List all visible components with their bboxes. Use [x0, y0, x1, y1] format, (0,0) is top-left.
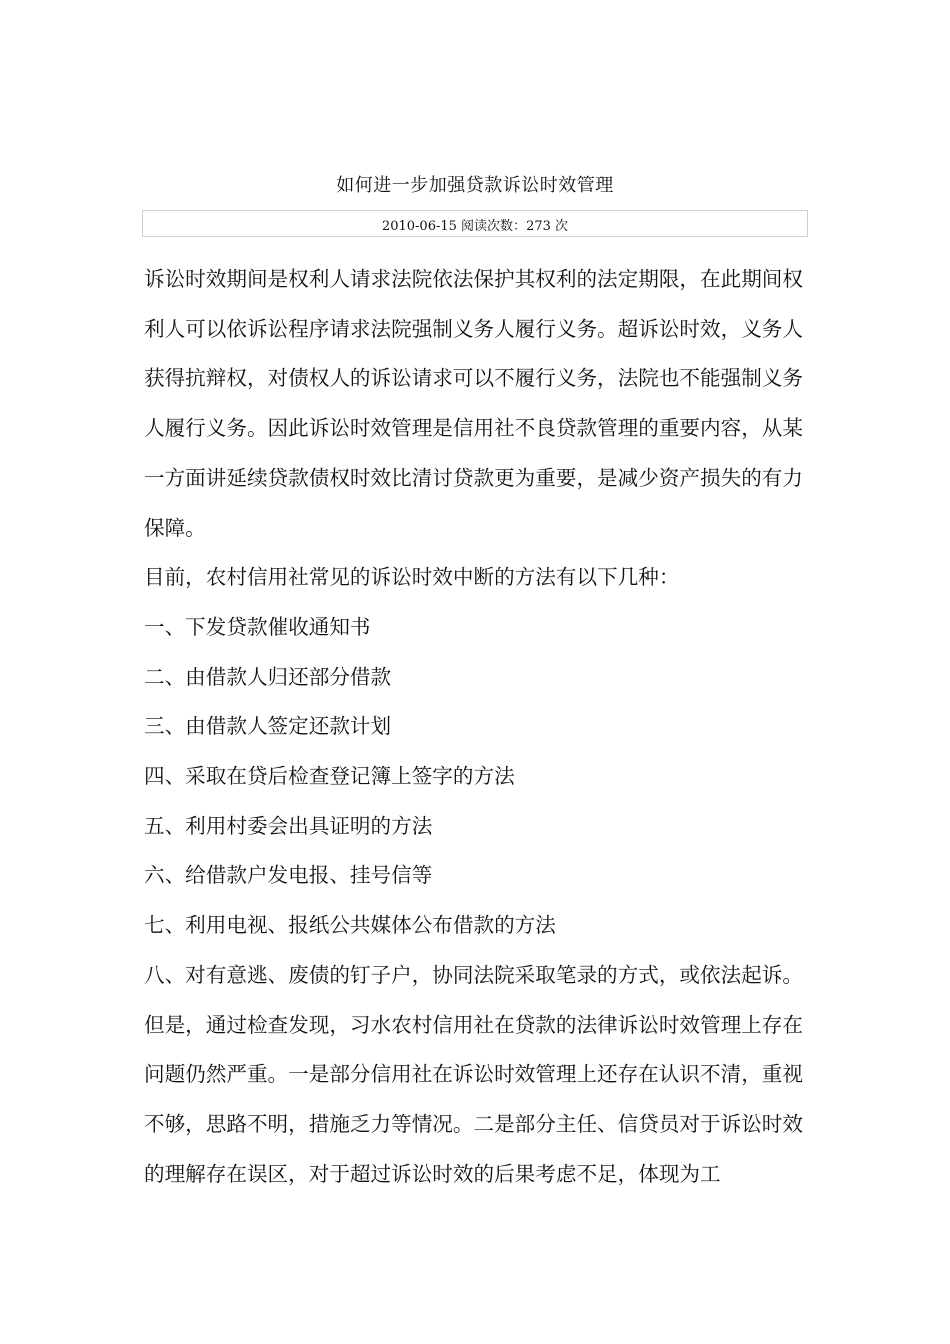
read-count-unit: 次: [555, 219, 569, 234]
paragraph-intro: 诉讼时效期间是权利人请求法院依法保护其权利的法定期限，在此期间权利人可以依诉讼程序请求法院强制义务人履行义务。超诉讼时效，义务人获得抗辩权，对债权人的诉讼请求可以不履行义务，法院也不能强制义务人履行义务。因此诉讼时效管理是信用社不良贷款管理的重要内容，从某一方面讲延续贷款债权时效比清讨贷款更为重要，是减少资产损失的有力保障。: [144, 267, 803, 540]
article-meta-line: [143, 219, 807, 235]
article-title: 如何进一步加强贷款诉讼时效管理: [336, 175, 614, 196]
list-item-method-4: 四、采取在贷后检查登记簿上签字的方法: [144, 764, 515, 789]
list-item-method-6: 六、给借款户发电报、挂号信等: [144, 863, 433, 888]
list-item-method-1: 一、下发贷款催收通知书: [144, 614, 371, 639]
paragraph-methods-intro: 目前，农村信用社常见的诉讼时效中断的方法有以下几种：: [144, 565, 680, 590]
list-item-method-7: 七、利用电视、报纸公共媒体公布借款的方法: [144, 913, 556, 938]
list-item-method-8: 八、对有意逃、废债的钉子户，协同法院采取笔录的方式，或依法起诉。: [144, 962, 803, 987]
article-body: [144, 255, 810, 1199]
read-count: 273: [526, 219, 551, 234]
list-item-method-2: 二、由借款人归还部分借款: [144, 664, 392, 689]
read-count-label: 阅读次数：: [461, 219, 527, 234]
paragraph-problems: 但是，通过检查发现，习水农村信用社在贷款的法律诉讼时效管理上存在问题仍然严重。一是部分信用社在诉讼时效管理上还存在认识不清，重视不够，思路不明，措施乏力等情况。二是部分主任、信贷员对于诉讼时效的理解存在误区，对于超过诉讼时效的后果考虑不足，体现为工: [144, 1012, 803, 1186]
list-item-method-5: 五、利用村委会出具证明的方法: [144, 813, 433, 838]
article-meta-box: [142, 210, 808, 237]
list-item-method-3: 三、由借款人签定还款计划: [144, 714, 392, 739]
publish-date: 2010-06-15: [381, 219, 457, 234]
